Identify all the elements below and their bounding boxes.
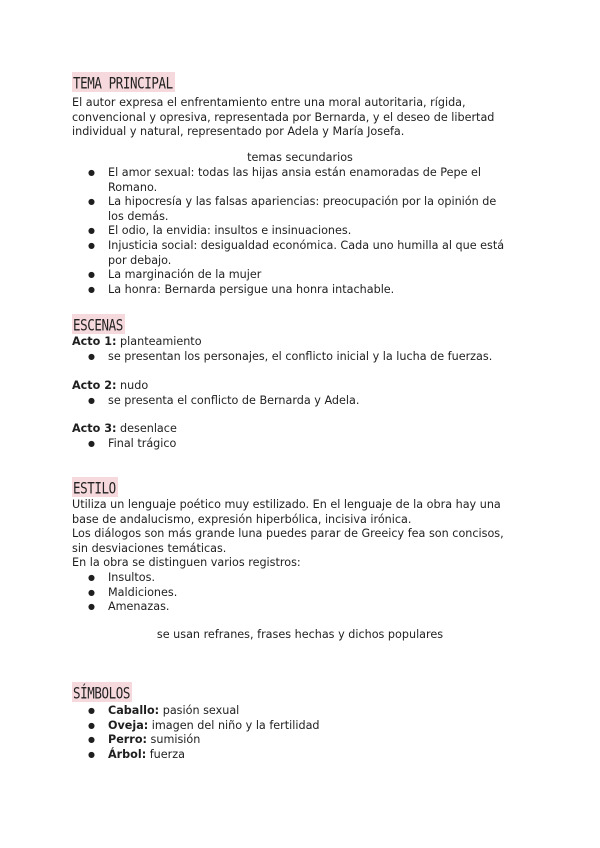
- section-heading-simbolos: SÍMBOLOS: [73, 683, 131, 702]
- acto-2-list: [88, 394, 528, 409]
- list-item: ● Maldiciones.: [88, 586, 528, 601]
- list-item: [88, 239, 528, 268]
- estilo-line: En la obra se distinguen varios registros:: [72, 556, 301, 570]
- acto-label: Acto 2:: [72, 379, 117, 392]
- list-item-line: Romano.: [108, 180, 158, 194]
- list-item: [88, 719, 528, 734]
- list-item: ● Final trágico: [88, 437, 528, 452]
- list-item: [88, 748, 528, 763]
- list-item: [88, 195, 528, 224]
- list-item: [88, 224, 528, 239]
- list-item: [88, 704, 528, 719]
- list-item-line: ● El odio, la envidia: insultos e insinuaciones.: [108, 224, 352, 238]
- simbolo-text: imagen del niño y la fertilidad: [148, 718, 320, 732]
- estilo-line: Utiliza un lenguaje poético muy estilizado. En el lenguaje de la obra hay una: [72, 498, 501, 511]
- list-item: [88, 166, 528, 195]
- estilo-line: sin desviaciones temáticas.: [72, 541, 227, 555]
- simbolos-list: [88, 704, 528, 762]
- acto-1-label: [72, 335, 532, 350]
- tema-paragraph-line: convencional y opresiva, representada por Bernarda, y el deseo de libertad: [72, 110, 495, 124]
- simbolo-text: pasión sexual: [159, 704, 240, 717]
- acto-1-list: [88, 350, 528, 365]
- tema-paragraph-line: El autor expresa el enfrentamiento entre una moral autoritaria, rígida,: [72, 96, 466, 109]
- list-item: [88, 268, 528, 283]
- section-heading-escenas: ESCENAS: [73, 315, 123, 334]
- section-heading-tema: TEMA PRINCIPAL: [73, 73, 173, 92]
- simbolo-label: Árbol:: [108, 747, 147, 761]
- acto-text: desenlace: [116, 422, 177, 435]
- acto-label: Acto 1:: [72, 335, 117, 348]
- list-item-line: los demás.: [108, 209, 169, 223]
- list-item: ● se presentan los personajes, el conflicto inicial y la lucha de fuerzas.: [88, 350, 528, 365]
- list-item-line: ● El amor sexual: todas las hijas ansia están enamoradas de Pepe el: [108, 166, 482, 179]
- acto-3-list: [88, 437, 528, 452]
- acto-text: planteamiento: [116, 335, 202, 348]
- temas-secundarios-list: [88, 166, 528, 297]
- list-item: ● Amenazas.: [88, 600, 528, 615]
- tema-paragraph: [72, 96, 532, 140]
- simbolo-label: Caballo:: [108, 704, 160, 717]
- list-item: ● se presenta el conflicto de Bernarda y Adela.: [88, 394, 528, 409]
- simbolo-label: Perro:: [108, 733, 147, 747]
- list-item-line: ● La honra: Bernarda persigue una honra intachable.: [108, 282, 395, 296]
- list-item-line: por debajo.: [108, 253, 172, 267]
- acto-label: Acto 3:: [72, 422, 117, 435]
- estilo-paragraph: [72, 498, 532, 571]
- simbolo-text: fuerza: [146, 747, 185, 761]
- simbolo-text: sumisión: [146, 733, 201, 747]
- temas-secundarios-title: temas secundarios: [247, 151, 353, 164]
- list-item: [88, 283, 528, 298]
- tema-paragraph-line: individual y natural, representado por Adela y María Josefa.: [72, 125, 405, 139]
- list-item: [88, 733, 528, 748]
- acto-3-label: [72, 422, 532, 437]
- acto-text: nudo: [116, 379, 149, 392]
- estilo-line: Los diálogos son más grande luna puedes parar de Greeicy fea son concisos,: [72, 527, 504, 541]
- estilo-note: se usan refranes, frases hechas y dichos populares: [156, 628, 444, 641]
- list-item-line: ● La hipocresía y las falsas apariencias: preocupación por la opinión de: [108, 195, 497, 209]
- list-item: ● Insultos.: [88, 571, 528, 586]
- list-item-line: ● La marginación de la mujer: [108, 268, 262, 282]
- registros-list: [88, 571, 528, 615]
- acto-2-label: [72, 379, 532, 394]
- estilo-line: base de andalucismo, expresión hiperbólica, incisiva irónica.: [72, 512, 412, 526]
- section-heading-estilo: ESTILO: [73, 478, 116, 497]
- list-item-line: ● Injusticia social: desigualdad económica. Cada uno humilla al que está: [108, 238, 505, 252]
- simbolo-label: Oveja:: [108, 718, 149, 732]
